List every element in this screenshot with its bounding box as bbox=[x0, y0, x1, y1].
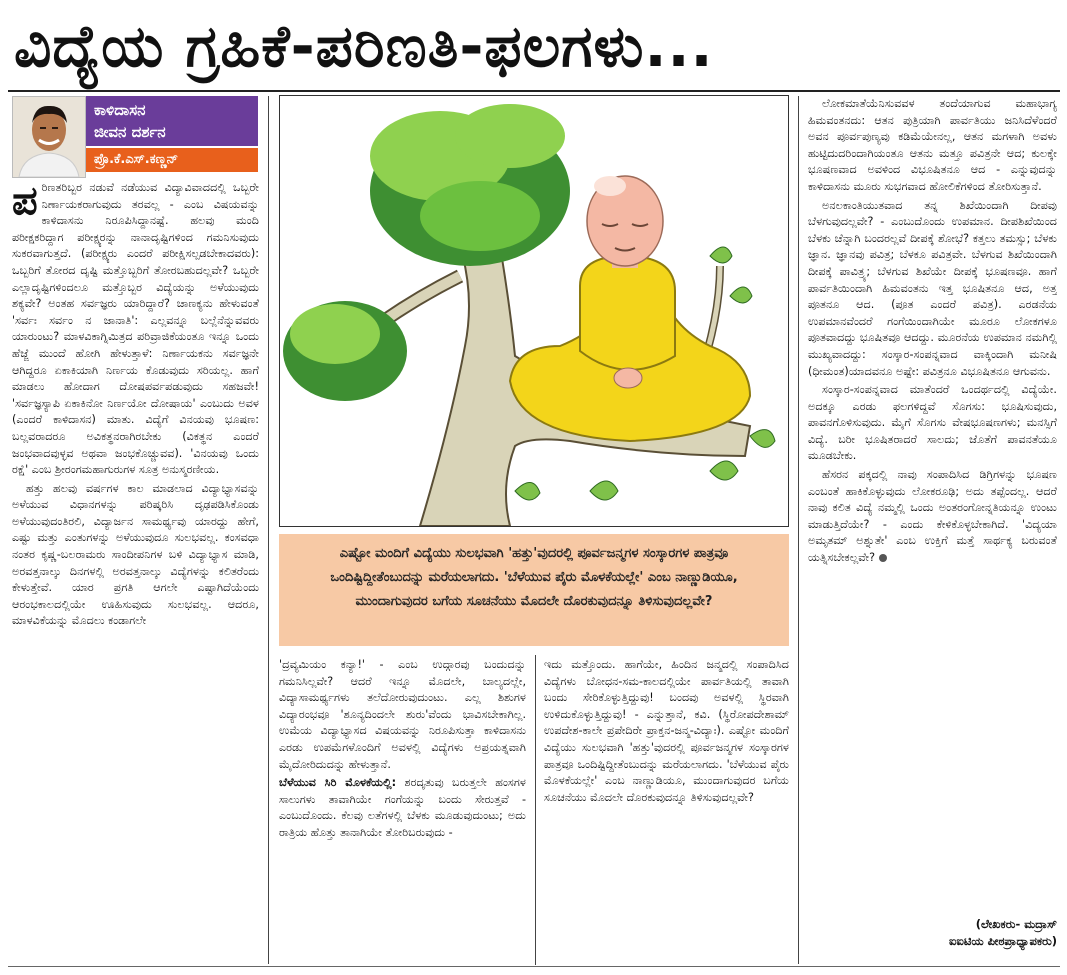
pull-quote-text: ಎಷ್ಟೋ ಮಂದಿಗೆ ವಿದ್ಯೆಯು ಸುಲಭವಾಗಿ 'ಹತ್ತು'ವುದರಲ್ಲಿ ಪೂರ್ವಜನ್ಮಗಳ ಸಂಸ್ಕಾರಗಳ ಪಾತ್ರವೂ ಒಂದಿಷ್ಟಿದ್ದೀತೆಂಬುದನ್ನು ಮರೆಯಲಾಗದು. 'ಬೆಳೆಯುವ ಪೈರು ಮೊಳಕೆಯಲ್ಲೇ' ಎಂಬ ನಾಣ್ಣುಡಿಯೂ, ಮುಂದಾಗುವುದರ ಬಗೆಯ ಸೂಚನೆಯು ಮೊದಲೇ ದೊರಕುವುದನ್ನೂ ತಿಳಿಸುವುದಲ್ಲವೇ? bbox=[330, 546, 738, 609]
series-title-line2: ಜೀವನ ದರ್ಶನ bbox=[94, 123, 166, 141]
col2-subheading: ಬೆಳೆಯುವ ಸಿರಿ ಮೊಳಕೆಯಲ್ಲಿ: bbox=[279, 776, 397, 790]
col1-paragraph-1 bbox=[12, 180, 259, 479]
col1-paragraph-2: ಹತ್ತು ಹಲವು ವರ್ಷಗಳ ಕಾಲ ಮಾಡಲಾದ ವಿದ್ಯಾಭ್ಯಾಸವನ್ನು ಅಳೆಯುವ ವಿಧಾನಗಳನ್ನು ಪರಿಷ್ಕರಿಸಿ ದೃಢಪಡಿಸಿಕೊಂಡು ಅಳೆಯುವುದಂತಿರಲಿ, ವಿದ್ಯಾರ್ಜನ ಸಾಮರ್ಥ್ಯವು ಯಾರದ್ದು ಹೇಗೆ, ಎಷ್ಟು ಮತ್ತು ಎಂತುಗಳನ್ನು ಅಳೆಯುವುದೂ ಸುಲಭವಲ್ಲ. ಕಂಸವಧಾ ನಂತರ ಕೃಷ್ಣ-ಬಲರಾಮರು ಸಾಂದೀಪನಿಗಳ ಬಳಿ ವಿದ್ಯಾಭ್ಯಾಸ ಮಾಡಿ, ಅರವತ್ತನಾಲ್ಕು ದಿನಗಳಲ್ಲಿ ಅರವತ್ತನಾಲ್ಕು ವಿದ್ಯೆಗಳನ್ನು ಕಲಿತರೆಂದು ಕೇಳುತ್ತೇವೆ. ಯಾರ ಪ್ರಗತಿ ಆಗಲೇ ಎಷ್ಟಾಗಿದೆಯೆಂದು ಆರಂಭಕಾಲದಲ್ಲಿಯೇ ಊಹಿಸುವುದು ಸುಲಭವಲ್ಲ. ಆದರೂ, ಮಾಳವಿಕೆಯನ್ನು ಮೊದಲು ಕಂಡಾಗಲೇ bbox=[12, 481, 259, 628]
col4-paragraph-4 bbox=[808, 467, 1057, 567]
pull-quote bbox=[279, 534, 789, 646]
author-credit bbox=[808, 916, 1057, 950]
col4-paragraph-3: ಸಂಸ್ಕಾರ-ಸಂಪನ್ನವಾದ ಮಾತೆಂದರೆ ಒಂದರ್ಥದಲ್ಲಿ ವಿದ್ಯೆಯೇ. ಅದಕ್ಕೂ ಎರಡು ಫಲಗಳಿದ್ದವೆ ಸೊಗಸು: ಭೂಷಿಸುವುದು, ಪಾವನಗೊಳಿಸುವುದು. ಮೈಗೆ ಸೊಗಸು ವೇಷಭೂಷಣಗಳು; ಮನಸ್ಸಿಗೆ ವಿದ್ಯೆ. ಬರೀ ಭೂಷಿತರಾದರೆ ಸಾಲದು; ಜೊತೆಗೆ ಪಾವನತೆಯೂ ಮೂಡಬೇಕು. bbox=[808, 383, 1057, 463]
author-portrait bbox=[13, 97, 85, 177]
credit-line-2: ಐಐಟಿಯ ಪೀಠಪ್ರಾಧ್ಯಾಪಕರು) bbox=[948, 934, 1057, 948]
column-author bbox=[86, 148, 258, 172]
headline bbox=[0, 0, 1067, 92]
column-divider-3 bbox=[798, 96, 799, 964]
column-2 bbox=[279, 657, 526, 965]
col3-paragraph-1: ಇದು ಮತ್ತೊಂದು. ಹಾಗೆಯೇ, ಹಿಂದಿನ ಜನ್ಮದಲ್ಲಿ ಸಂಪಾದಿಸಿದ ವಿದ್ಯೆಗಳು ಬೋಧನ-ಸಮ-ಕಾಲದಲ್ಲಿಯೇ ಪಾರ್ವತಿಯಲ್ಲಿ ತಾವಾಗಿ ಬಂದು ಸೇರಿಕೊಳ್ಳುತ್ತಿದ್ದುವು! ಬಂದವು ಅವಳಲ್ಲಿ ಸ್ಥಿರವಾಗಿ ಉಳಿದುಕೊಳ್ಳುತ್ತಿದ್ದುವು! - ಎನ್ನುತ್ತಾನೆ, ಕವಿ. (ಸ್ಥಿರೋಪದೇಶಾಮ್ ಉಪದೇಶ-ಕಾಲೇ ಪ್ರಪೇದಿರೇ ಪ್ರಾಕ್ತನ-ಜನ್ಮ-ವಿದ್ಯಾಃ). ಎಷ್ಟೋ ಮಂದಿಗೆ ವಿದ್ಯೆಯು ಸುಲಭವಾಗಿ 'ಹತ್ತು'ವುದರಲ್ಲಿ ಪೂರ್ವಜನ್ಮಗಳ ಸಂಸ್ಕಾರಗಳ ಪಾತ್ರವೂ ಒಂದಿಷ್ಟಿದ್ದೀತೆಂಬುದನ್ನು ಮರೆಯಲಾಗದು. 'ಬೆಳೆಯುವ ಪೈರು ಮೊಳಕೆಯಲ್ಲೇ' ಎಂಬ ನಾಣ್ಣುಡಿಯೂ, ಮುಂದಾಗುವುದರ ಬಗೆಯ ಸೂಚನೆಯು ಮೊದಲೇ ದೊರಕುವುದನ್ನೂ ತಿಳಿಸುವುದಲ್ಲವೇ? bbox=[544, 658, 789, 804]
column-series-title bbox=[86, 96, 258, 146]
col4-paragraph-2: ಅನಲಕಾಂತಿಯುತವಾದ ತನ್ನ ಶಿಖೆಯಿಂದಾಗಿ ದೀಪವು ಬೆಳಗುವುದಲ್ಲವೇ? - ಎಂಬುದೊಂದು ಉಪಮಾನ. ದೀಪಶಿಖೆಯಿಂದ ಬೆಳಕು ಚೆನ್ನಾಗಿ ಬಂದರಲ್ಲವೆ ದೀಪಕ್ಕೆ ಶೋಭೆ? ಕತ್ತಲು ತಮಸ್ಸು; ಬೆಳಕು ಜ್ಞಾನ. ಜ್ಞಾನವು ಪವಿತ್ರ; ಬೆಳಕೂ ಪವಿತ್ರವೇ. ಬೆಳಗುವ ಶಿಖೆಯಿಂದಾಗಿ ದೀಪಕ್ಕೆ ಪಾವಿತ್ರ್ಯ; ಬೆಳಗುವ ಶಿಖೆಯೇ ದೀಪಕ್ಕೆ ಭೂಷಣವೂ. ಹಾಗೆ ಪಾರ್ವತಿಯಿಂದಾಗಿ ಹಿಮವಂತನು ಇತ್ತ ಭೂಷಿತನೂ ಆದ, ಅತ್ತ ಪೂತನೂ ಆದ. (ಪೂತ ಎಂದರೆ ಪವಿತ್ರ). ಎರಡನೆಯ ಉಪಮಾನವೆಂದರೆ ಗಂಗೆಯಿಂದಾಗಿಯೇ ಮೂರೂ ಲೋಕಗಳೂ ಪೂತವಾದದ್ದು ಭೂಷಿತವೂ ಆದದ್ದು. ಮೂರನೆಯ ಉಪಮಾನ ನಮಗಿಲ್ಲಿ ಮುಖ್ಯವಾದದ್ದು: ಸಂಸ್ಕಾರ-ಸಂಪನ್ನವಾದ ವಾಕ್ಕಿಂದಾಗಿ ಮನೀಷಿ (ಧೀಮಂತ)ಯಾದವನೂ ಅಷ್ಟೇ: ಪವಿತ್ರನೂ ವಿಭೂಷಿತನೂ ಆಗುವನು. bbox=[808, 198, 1057, 378]
illustration-frame bbox=[279, 95, 789, 527]
column-divider-1 bbox=[268, 96, 269, 964]
col4-paragraph-1: ಲೋಕಮಾತೆಯೆನಿಸುವವಳ ತಂದೆಯಾಗುವ ಮಹಾಭಾಗ್ಯ ಹಿಮವಂತನದು: ಆತನ ಪುತ್ರಿಯಾಗಿ ಪಾರ್ವತಿಯು ಜನಿಸಿದೆಳೆಂದರೆ ಅವನ ಪೂರ್ವಪುಣ್ಯವು ಕಡಿಮೆಯೇನಲ್ಲ, ಆತನ ಮಗಳಾಗಿ ಅವಳು ಹುಟ್ಟಿದುದರಿಂದಾಗಿಯಂತೂ ಆತನು ಮತ್ತೂ ಪವಿತ್ರನೇ ಆದ; ಕುಲಕ್ಕೇ ಭೂಷಣವಾದ ಅವಳಿಂದ ವಿಭೂಷಿತನೂ ಆದ - ಎನ್ನುವುದನ್ನು ಕಾಳಿದಾಸನು ಮೂರು ಸುಭಗವಾದ ಹೋಲಿಕೆಗಳಿಂದ ತೋರಿಸುತ್ತಾನೆ. bbox=[808, 97, 1057, 193]
col4-p4-text: ಹೆಸರನ ಪಕ್ಕದಲ್ಲಿ ನಾವು ಸಂಪಾದಿಸಿದ ಡಿಗ್ರಿಗಳನ್ನು ಭೂಷಣ ಎಂಬಂತೆ ಹಾಕಿಕೊಳ್ಳುವುದು ಲೋಕರೂಢಿ; ಅದು ತಪ್ಪೆಂದಲ್ಲ. ಆದರೆ ನಾವು ಕಲಿತ ವಿದ್ಯೆ ನಮ್ಮಲ್ಲಿ ಒಂದು ಅಂತರಂಗೋನ್ನತಿಯನ್ನೂ ಉಂಟು ಮಾಡುತ್ತಿದೆಯೇ? - ಎಂದು ಕೇಳಿಕೊಳ್ಳಬೇಕಾಗಿದೆ. 'ವಿದ್ಯಯಾ ಅಮೃತಮ್ ಅಶ್ನುತೇ' ಎಂಬ ಉಕ್ತಿಗೆ ಮತ್ತೆ ಸಾರ್ಥಕ್ಯ ಬರುವಂತೆ ಯತ್ನಿಸಬೇಕಲ್ಲವೇ? bbox=[808, 468, 1057, 565]
column-4 bbox=[808, 96, 1057, 906]
bottom-rule bbox=[8, 966, 1060, 967]
author-name: ಪ್ರೊ.ಕೆ.ಎಸ್.ಕಣ್ಣನ್ bbox=[94, 152, 179, 167]
credit-line-1: (ಲೇಖಕರು- ಮದ್ರಾಸ್ bbox=[975, 917, 1057, 931]
dropcap: ಪ bbox=[12, 180, 38, 224]
column-divider-2 bbox=[535, 655, 536, 965]
column-1 bbox=[12, 180, 259, 965]
author-photo bbox=[12, 96, 86, 178]
col2-paragraph-1: 'ದ್ರವ್ಯಮಿಯಂ ಕನ್ಯಾ!' - ಎಂಬ ಉದ್ಗಾರವು ಬಂದುದನ್ನು ಗಮನಿಸಿಲ್ಲವೇ? ಆದರೆ ಇನ್ನೂ ಮೊದಲೇ, ಬಾಲ್ಯದಲ್ಲೇ, ವಿದ್ಯಾಸಾಮರ್ಥ್ಯಗಳು ತಲೆದೋರುವುದುಂಟು. ಎಲ್ಲ ಶಿಶುಗಳ ವಿದ್ಯಾರಂಭವೂ 'ಶೂನ್ಯದಿಂದಲೇ ಶುರು'ವೆಂದು ಭಾವಿಸಬೇಕಾಗಿಲ್ಲ. ಉಮೆಯ ವಿದ್ಯಾಭ್ಯಾಸದ ವಿಷಯವನ್ನು ನಿರೂಪಿಸುತ್ತಾ ಕಾಳಿದಾಸನು ಎರಡು ಉಪಮೆಗಳೊಂದಿಗೆ ಅವಳಲ್ಲಿ ವಿದ್ಯೆಗಳು ಅಪ್ರಯತ್ನವಾಗಿ ಮೈದೋರಿದುದನ್ನು ಹೇಳುತ್ತಾನೆ. bbox=[279, 658, 526, 771]
end-mark-icon bbox=[879, 554, 887, 562]
headline-text: ವಿದ್ಯೆಯ ಗ್ರಹಿಕೆ-ಪರಿಣತಿ-ಫಲಗಳು... bbox=[14, 12, 714, 80]
col2-p2-text: ಶರದೃತುವು ಬರುತ್ತಲೇ ಹಂಸಗಳ ಸಾಲುಗಳು ತಾವಾಗಿಯೇ ಗಂಗೆಯನ್ನು ಬಂದು ಸೇರುತ್ತವೆ - ಎಂಬುದೊಂದು. ಕೆಲವು ಲತೆಗಳಲ್ಲಿ ಬೆಳಕು ಮೂಡುವುದುಂಟು; ಅದು ರಾತ್ರಿಯ ಹೊತ್ತು ತಾನಾಗಿಯೇ ತೋರಿಬರುವುದು - bbox=[279, 776, 526, 839]
series-title-line1: ಕಾಳಿದಾಸನ bbox=[94, 101, 146, 119]
column-3 bbox=[544, 657, 789, 965]
meditating-monk-illustration bbox=[280, 96, 788, 526]
col2-paragraph-2 bbox=[279, 775, 526, 841]
col1-p1-text: ರಿಣತರಿಬ್ಬರ ನಡುವೆ ನಡೆಯುವ ವಿದ್ಯಾವಿವಾದದಲ್ಲಿ ಒಬ್ಬರೇ ನಿರ್ಣಾಯಕರಾಗುವುದು ತರವಲ್ಲ - ಎಂಬ ವಿಷಯವನ್ನು ಕಾಳಿದಾಸನು ನಿರೂಪಿಸಿದ್ದಾನಷ್ಟೆ. ಹಲವು ಮಂದಿ ಪರೀಕ್ಷಕರಿದ್ದಾಗ ಪರೀಕ್ಷ್ಯರನ್ನು ನಾನಾದೃಷ್ಟಿಗಳಿಂದ ಗಮನಿಸುವುದು ಸುಕರವಾಗುತ್ತದೆ. (ಪರೀಕ್ಷ್ಯರು ಎಂದರೆ ಪರೀಕ್ಷಿಸಲ್ಪಡಬೇಕಾದವರು): ಒಬ್ಬರಿಗೆ ತೋರದ ದೃಷ್ಟಿ ಮತ್ತೊಬ್ಬರಿಗೆ ತೋರಬಹುದಲ್ಲವೇ? ಒಬ್ಬರೇ ಎಲ್ಲಾದೃಷ್ಟಿಗಳಿಂದಲೂ ಮತ್ತೊಬ್ಬರ ವಿದ್ಯೆಯನ್ನು ಅಳೆಯುವುದು ಶಕ್ಯವೇ? ಅಂತಹ ಸರ್ವಜ್ಞರು ಯಾರಿದ್ದಾರೆ? ಚಾಣಕ್ಯನು ಹೇಳುವಂತೆ 'ಸರ್ವಃ ಸರ್ವಂ ನ ಜಾನಾತಿ': ಎಲ್ಲವನ್ನೂ ಬಲ್ಲೆನೆನ್ನುವವರು ಯಾರುಂಟು? ಮಾಳವಿಕಾಗ್ನಿಮಿತ್ರದ ಪರಿವ್ರಾಜಿಕೆಯಂತೂ ಇನ್ನೂ ಒಂದು ಹೆಜ್ಜೆ ಮುಂದೆ ಹೋಗಿ ಹೇಳುತ್ತಾಳೆ: ನಿರ್ಣಾಯಕನು ಸರ್ವಜ್ಞನೇ ಆಗಿದ್ದರೂ ಏಕಾಕಿಯಾಗಿ ನಿರ್ಣಯ ಕೊಡುವುದು ಸರಿಯಲ್ಲ. ಹಾಗೆ ಮಾಡಲು ಹೋದಾಗ ದೋಷಪರ್ವಪಡುವುದು ಸಹಜವೇ! 'ಸರ್ವಜ್ಞಸ್ಯಾಪಿ ಏಕಾಕಿನೋ ನಿರ್ಣಯೋ ದೋಷಾಯ' ಎಂಬುದು ಅವಳ (ಎಂದರೆ ಕಾಳಿದಾಸನ) ಮಾತು. ವಿದ್ಯೆಗೆ ವಿನಯವು ಭೂಷಣ: ಬಲ್ಲವರಾದರೂ ಅವಿಕತ್ಥನರಾಗಿರಬೇಕು (ವಿಕತ್ಥನ ಎಂದರೆ ಜಂಭವಾದವುಳ್ಳವ ಅಥವಾ ಜಂಭಕೊಚ್ಚುವವ). 'ವಿನಯವು ಒಂದು ರಕ್ಷೆ' ಎಂಬ ಶ್ರೀರಂಗಮಹಾಗುರುಗಳ ಸೂತ್ರ ಅನುಸ್ಮರಣೀಯ. bbox=[12, 181, 259, 477]
headline-rule bbox=[8, 90, 1060, 92]
